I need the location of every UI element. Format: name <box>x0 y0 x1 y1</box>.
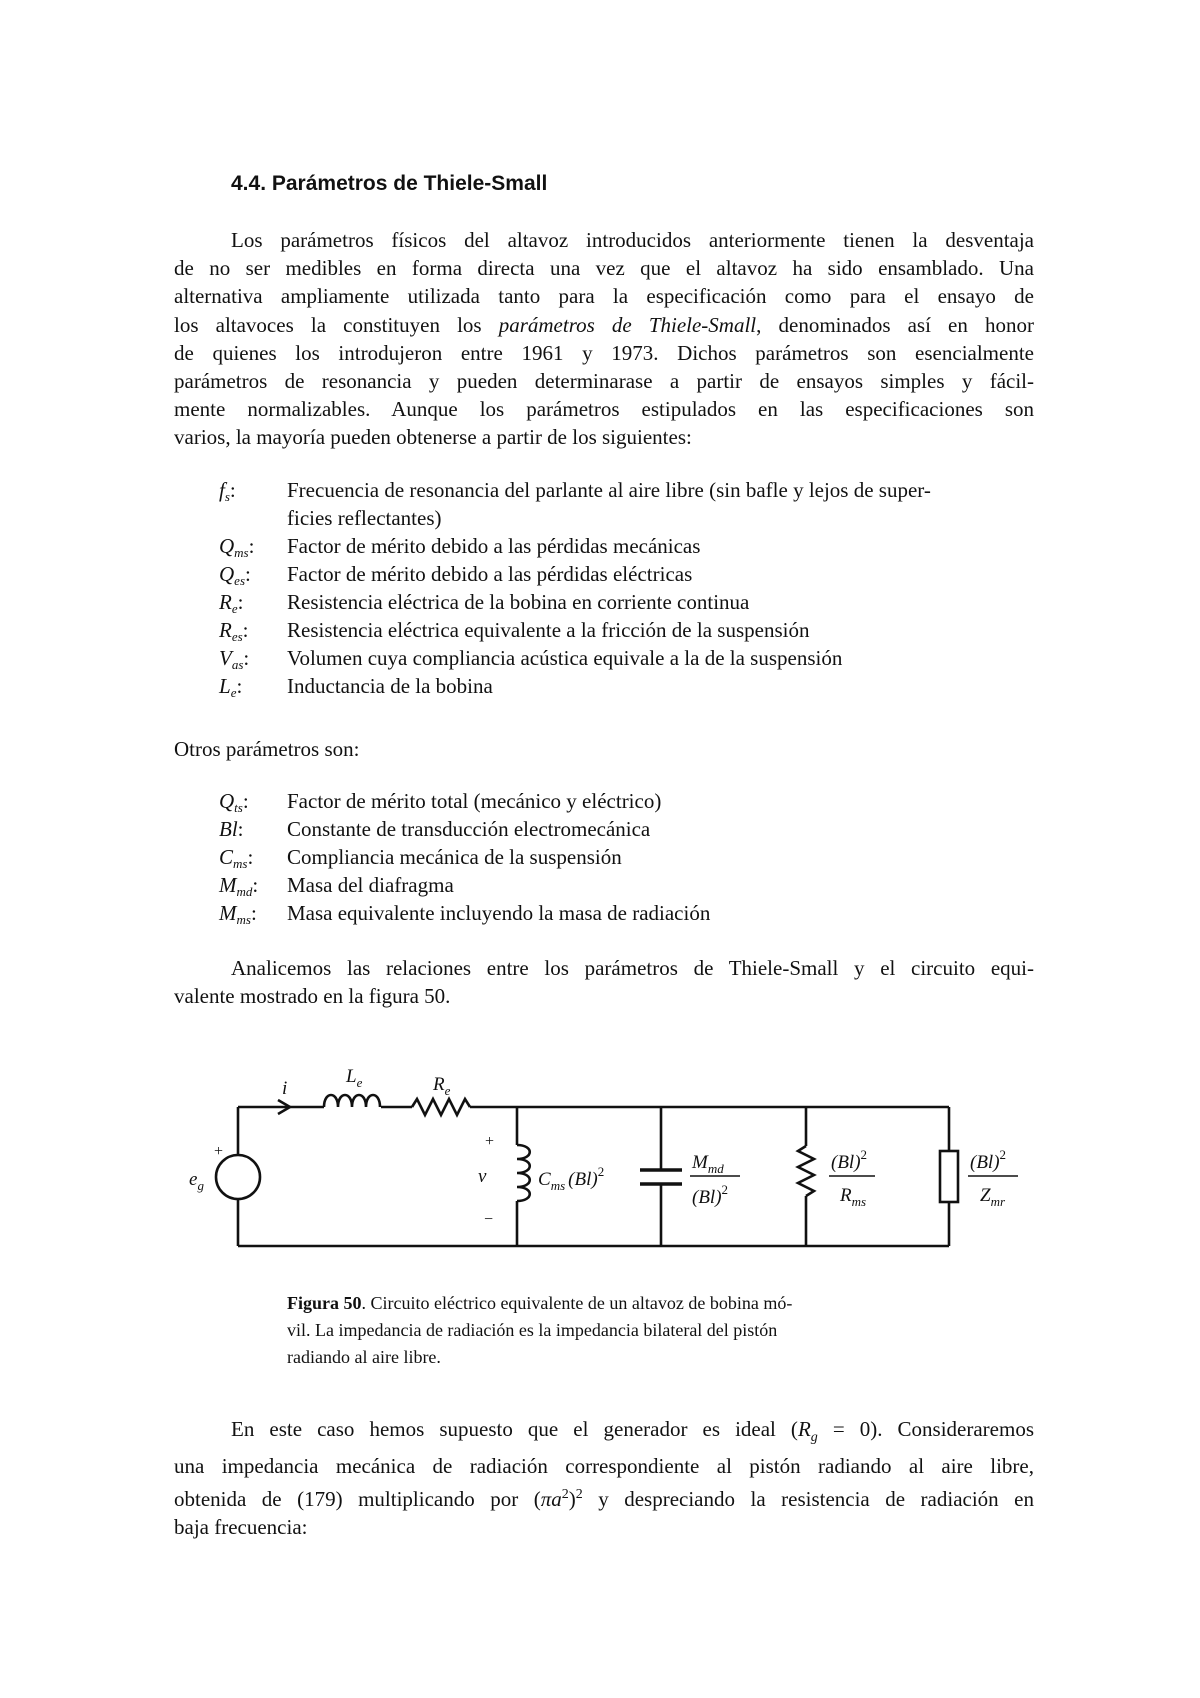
voltage-label: v <box>478 1166 487 1187</box>
intro-line: de quienes los introdujeron entre 1961 y 1973. Dichos parámetros son esencialmente <box>174 340 1034 365</box>
param-symbol: $Q_{ts}$: <box>219 789 249 815</box>
inductor-le-label: $L_e$ <box>346 1066 363 1090</box>
voltage-minus: − <box>484 1211 494 1228</box>
param-symbol: $L_e$: <box>219 674 243 700</box>
source-plus: + <box>214 1143 224 1160</box>
intro-line: parámetros de resonancia y pueden determinarase a partir de ensayos simples y fácil- <box>174 369 1034 394</box>
current-label: i <box>282 1078 288 1099</box>
inductor-le <box>324 1095 380 1107</box>
analysis-line: Analicemos las relaciones entre los parámetros de Thiele-Small y el circuito equi- <box>231 956 1034 980</box>
resistor-re <box>412 1099 470 1115</box>
param-description: Resistencia eléctrica de la bobina en corriente continua <box>287 590 750 614</box>
closing-line: obtenida de (179) multiplicando por $(\pi a^2)^2$ y despreciando la resistencia de radiación en <box>174 1486 1034 1511</box>
param-symbol: $C_{ms}$: <box>219 845 254 871</box>
voltage-plus: + <box>485 1133 495 1150</box>
param-description: Inductancia de la bobina <box>287 674 493 698</box>
resistor-rms <box>798 1146 814 1196</box>
intro-text: , denominados así en honor <box>756 312 1034 337</box>
other-params-label: Otros parámetros son: <box>174 737 360 761</box>
section-heading: 4.4. Parámetros de Thiele-Small <box>231 172 548 195</box>
branch3-numerator: $(Bl)^2$ <box>831 1147 868 1173</box>
closing-line: baja frecuencia: <box>174 1514 308 1539</box>
inductor-cms <box>517 1145 530 1201</box>
impedance-zmr <box>940 1151 958 1202</box>
param-symbol: $R_e$: <box>219 590 244 616</box>
caption-line: vil. La impedancia de radiación es la impedancia bilateral del pistón <box>287 1320 778 1340</box>
intro-line: mente normalizables. Aunque los parámetros estipulados en las especificaciones son <box>174 397 1034 422</box>
analysis-line: valente mostrado en la figura 50. <box>174 984 451 1009</box>
branch2-numerator: $M_{md}$ <box>692 1152 724 1176</box>
branch1-label: $C_{ms}$ $(Bl)^2$ <box>538 1164 605 1193</box>
param-description: Factor de mérito debido a las pérdidas mecánicas <box>287 534 701 558</box>
param-description: Masa del diafragma <box>287 873 454 897</box>
param-symbol: $M_{md}$: <box>219 873 259 899</box>
param-symbol: $Q_{ms}$: <box>219 534 255 560</box>
intro-emphasis: parámetros de Thiele-Small <box>498 312 757 337</box>
intro-line: varios, la mayoría pueden obtenerse a partir de los siguientes: <box>174 425 692 450</box>
param-description: Masa equivalente incluyendo la masa de radiación <box>287 901 711 925</box>
intro-text: los altavoces la constituyen los <box>174 312 499 337</box>
param-symbol: $R_{es}$: <box>219 618 249 644</box>
param-description: Compliancia mecánica de la suspensión <box>287 845 622 869</box>
param-description: Resistencia eléctrica equivalente a la fricción de la suspensión <box>287 618 810 642</box>
branch4-numerator: $(Bl)^2$ <box>970 1147 1007 1173</box>
closing-line: En este caso hemos supuesto que el generador es ideal $(R_g = 0)$. Consideraremos <box>231 1417 1034 1446</box>
figure-caption <box>287 1290 927 1371</box>
param-description: Factor de mérito total (mecánico y eléctrico) <box>287 789 662 813</box>
param-description: Frecuencia de resonancia del parlante al aire libre (sin bafle y lejos de super- <box>287 478 931 502</box>
param-description: ficies reflectantes) <box>287 506 442 530</box>
intro-line: Los parámetros físicos del altavoz introducidos anteriormente tienen la desventaja <box>231 228 1034 252</box>
param-description: Factor de mérito debido a las pérdidas eléctricas <box>287 562 693 586</box>
branch2-denominator: $(Bl)^2$ <box>692 1182 729 1208</box>
resistor-re-label: $R_e$ <box>433 1074 451 1098</box>
caption-line: radiando al aire libre. <box>287 1347 441 1367</box>
param-symbol: $V_{as}$: <box>219 646 250 672</box>
branch4-denominator: $Z_{mr}$ <box>980 1185 1006 1209</box>
intro-line: de no ser medibles en forma directa una vez que el altavoz ha sido ensamblado. Una <box>174 256 1034 281</box>
param-symbol: $f_s$: <box>219 478 236 504</box>
closing-paragraph <box>174 1415 1034 1541</box>
param-description: Constante de transducción electromecánica <box>287 817 651 841</box>
param-symbol: $Q_{es}$: <box>219 562 251 588</box>
figure-label: Figura 50 <box>287 1293 362 1313</box>
param-symbol: $M_{ms}$: <box>219 901 257 927</box>
param-description: Volumen cuya compliancia acústica equivale a la de la suspensión <box>287 646 843 670</box>
caption-line: Figura 50. Circuito eléctrico equivalente de un altavoz de bobina mó- <box>287 1293 793 1313</box>
param-symbol: Bl: <box>219 817 244 841</box>
closing-line: una impedancia mecánica de radiación correspondiente al pistón radiando al aire libre, <box>174 1454 1034 1479</box>
source-label: $e_g$ <box>189 1169 204 1193</box>
intro-line: alternativa ampliamente utilizada tanto para la especificación como para el ensayo de <box>174 284 1034 309</box>
branch3-denominator: $R_{ms}$ <box>840 1185 867 1209</box>
voltage-source <box>216 1155 260 1199</box>
